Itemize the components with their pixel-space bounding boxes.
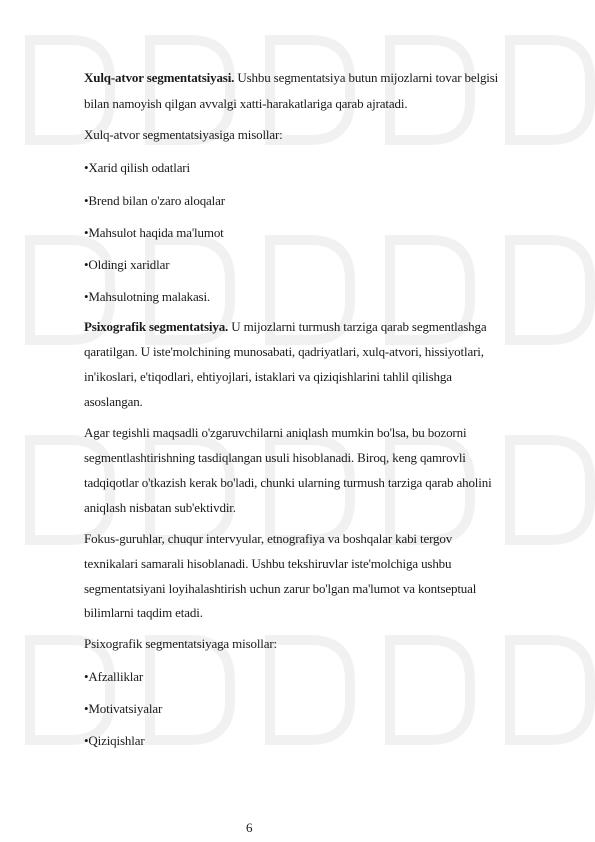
paragraph-line: Fokus-guruhlar, chuqur intervyular, etnografiya va boshqalar kabi tergov [84, 531, 453, 546]
list-item: •Oldingi xaridlar [84, 257, 170, 272]
psixo-intro-line-1 [84, 319, 487, 335]
xulq-examples-title: Xulq-atvor segmentatsiyasiga misollar: [84, 127, 283, 142]
list-item: •Xarid qilish odatlari [84, 160, 190, 175]
paragraph-line: Agar tegishli maqsadli o'zgaruvchilarni aniqlash mumkin bo'lsa, bu bozorni [84, 425, 467, 440]
xulq-intro-line-2: bilan namoyish qilgan avvalgi xatti-harakatlariga qarab ajratadi. [84, 96, 408, 111]
list-item: •Mahsulot haqida ma'lumot [84, 225, 224, 240]
paragraph-line: in'ikoslari, e'tiqodlari, ehtiyojlari, istaklari va qiziqishlarini tahlil qilishga [84, 369, 452, 384]
paragraph-line: aniqlash nisbatan sub'ektivdir. [84, 500, 236, 515]
xulq-intro-text: Ushbu segmentatsiya butun mijozlarni tovar belgisi [237, 70, 499, 85]
psixo-heading: Psixografik segmentatsiya. [84, 319, 229, 334]
list-item: •Mahsulotning malakasi. [84, 289, 211, 304]
list-item: •Brend bilan o'zaro aloqalar [84, 193, 225, 208]
list-item: •Qiziqishlar [84, 733, 145, 748]
list-item: •Afzalliklar [84, 669, 144, 684]
paragraph-line: segmentlashtirishning tasdiqlangan usuli hisoblanadi. Biroq, keng qamrovli [84, 450, 466, 465]
xulq-intro-line-1 [84, 70, 498, 86]
xulq-heading: Xulq-atvor segmentatsiyasi. [84, 70, 235, 85]
paragraph-line: bilimlarni taqdim etadi. [84, 605, 203, 620]
psixo-examples-title: Psixografik segmentatsiyaga misollar: [84, 636, 278, 651]
paragraph-line: qaratilgan. U iste'molchining munosabati, qadriyatlari, xulq-atvori, hissiyotlari, [84, 344, 484, 359]
psixo-intro-text: U mijozlarni turmush tarziga qarab segmentlashga [231, 319, 487, 334]
paragraph-line: asoslangan. [84, 394, 143, 409]
paragraph-line: texnikalari samarali hisoblanadi. Ushbu tekshiruvlar iste'molchiga ushbu [84, 556, 452, 571]
list-item: •Motivatsiyalar [84, 701, 163, 716]
paragraph-line: tadqiqotlar o'tkazish kerak bo'ladi, chunki ularning turmush tarziga qarab aholini [84, 475, 492, 490]
page-number: 6 [246, 820, 253, 835]
paragraph-line: segmentatsiyani loyihalashtirish uchun zarur bo'lgan ma'lumot va kontseptual [84, 581, 477, 596]
